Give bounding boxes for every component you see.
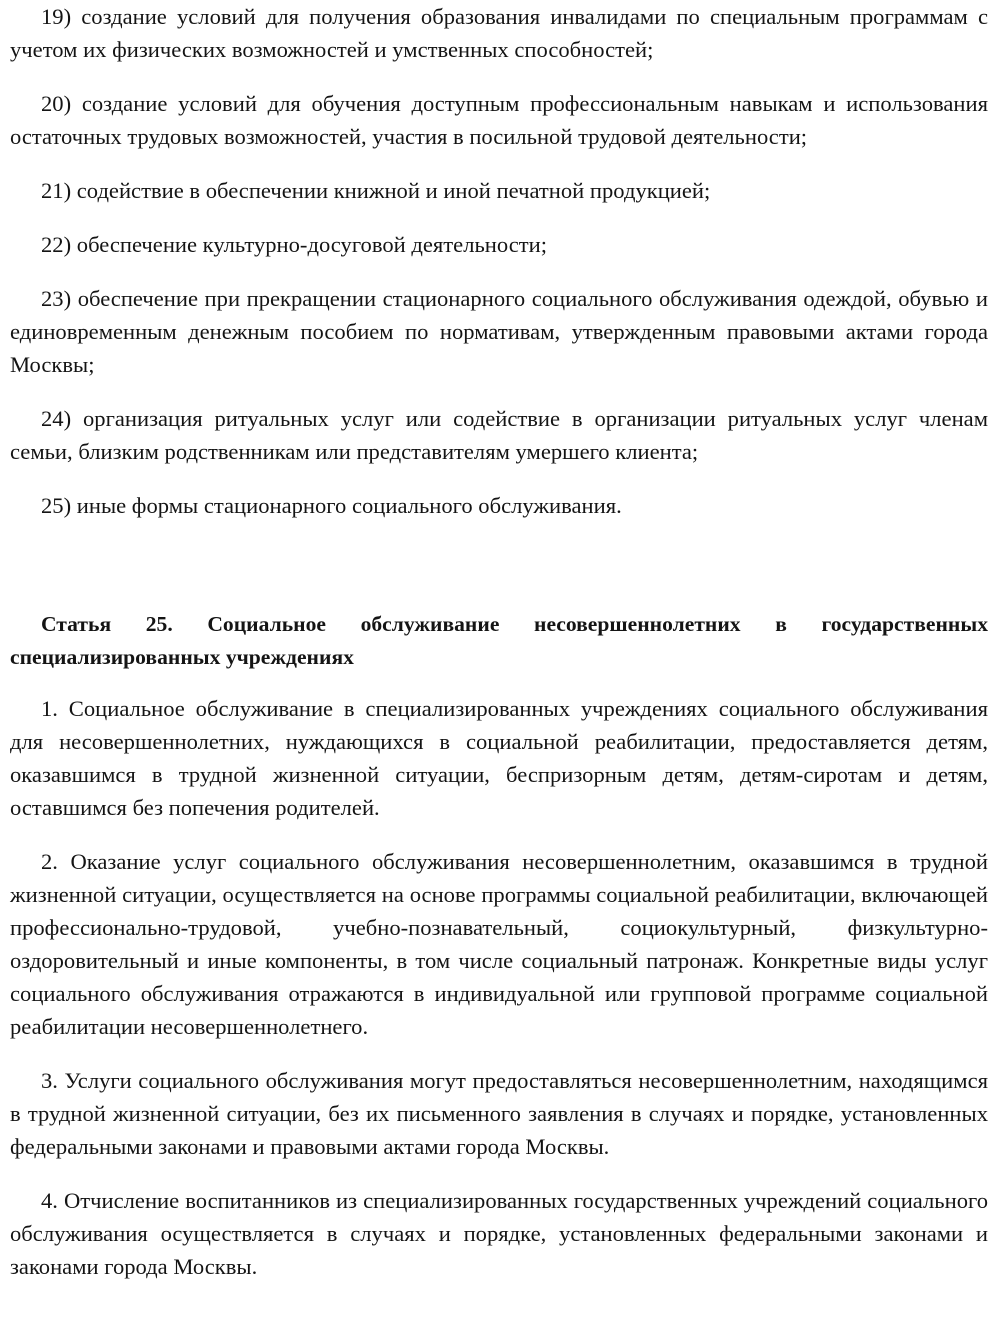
list-item-23: 23) обеспечение при прекращении стационарного социального обслуживания одеждой, обувью и единовременным денежным пособием по нормативам, утвержденным правовыми актами города Москвы; [10, 286, 988, 377]
article-25-heading: Статья 25. Социальное обслуживание несовершеннолетних в государственных специализированных учреждениях [10, 612, 988, 669]
document-page [10, 0, 988, 1304]
list-item-19: 19) создание условий для получения образования инвалидами по специальным программам с учетом их физических возможностей и умственных способностей; [10, 4, 988, 62]
article-paragraph-1: 1. Социальное обслуживание в специализированных учреждениях социального обслуживания для несовершеннолетних, нуждающихся в социальной реабилитации, предоставляется детям, оказавшимся в трудной жизненной ситуации, беспризорным детям, детям-сиротам и детям, оставшимся без попечения родителей. [10, 696, 988, 820]
article-paragraph-3: 3. Услуги социального обслуживания могут предоставляться несовершеннолетним, находящимся в трудной жизненной ситуации, без их письменного заявления в случаях и порядке, установленных федеральными законами и правовыми актами города Москвы. [10, 1068, 988, 1159]
list-item-25: 25) иные формы стационарного социального обслуживания. [41, 493, 622, 518]
list-item-22: 22) обеспечение культурно-досуговой деятельности; [41, 232, 547, 257]
article-paragraph-4: 4. Отчисление воспитанников из специализированных государственных учреждений социального обслуживания осуществляется в случаях и порядке, установленных федеральными законами и законами города Москвы. [10, 1188, 988, 1279]
list-item-20: 20) создание условий для обучения доступным профессиональным навыкам и использования остаточных трудовых возможностей, участия в посильной трудовой деятельности; [10, 91, 988, 149]
article-paragraph-2: 2. Оказание услуг социального обслуживания несовершеннолетним, оказавшимся в трудной жизненной ситуации, осуществляется на основе программы социальной реабилитации, включающей профессионально-трудовой, учебно-познавательный, социокультурный, физкультурно-оздоровительный и иные компоненты, в том числе социальный патронаж. Конкретные виды услуг социального обслуживания отражаются в индивидуальной или групповой программе социальной реабилитации несовершеннолетнего. [10, 849, 988, 1039]
list-item-21: 21) содействие в обеспечении книжной и иной печатной продукцией; [41, 178, 711, 203]
list-item-24: 24) организация ритуальных услуг или содействие в организации ритуальных услуг членам семьи, близким родственникам или представителям умершего клиента; [10, 406, 988, 464]
